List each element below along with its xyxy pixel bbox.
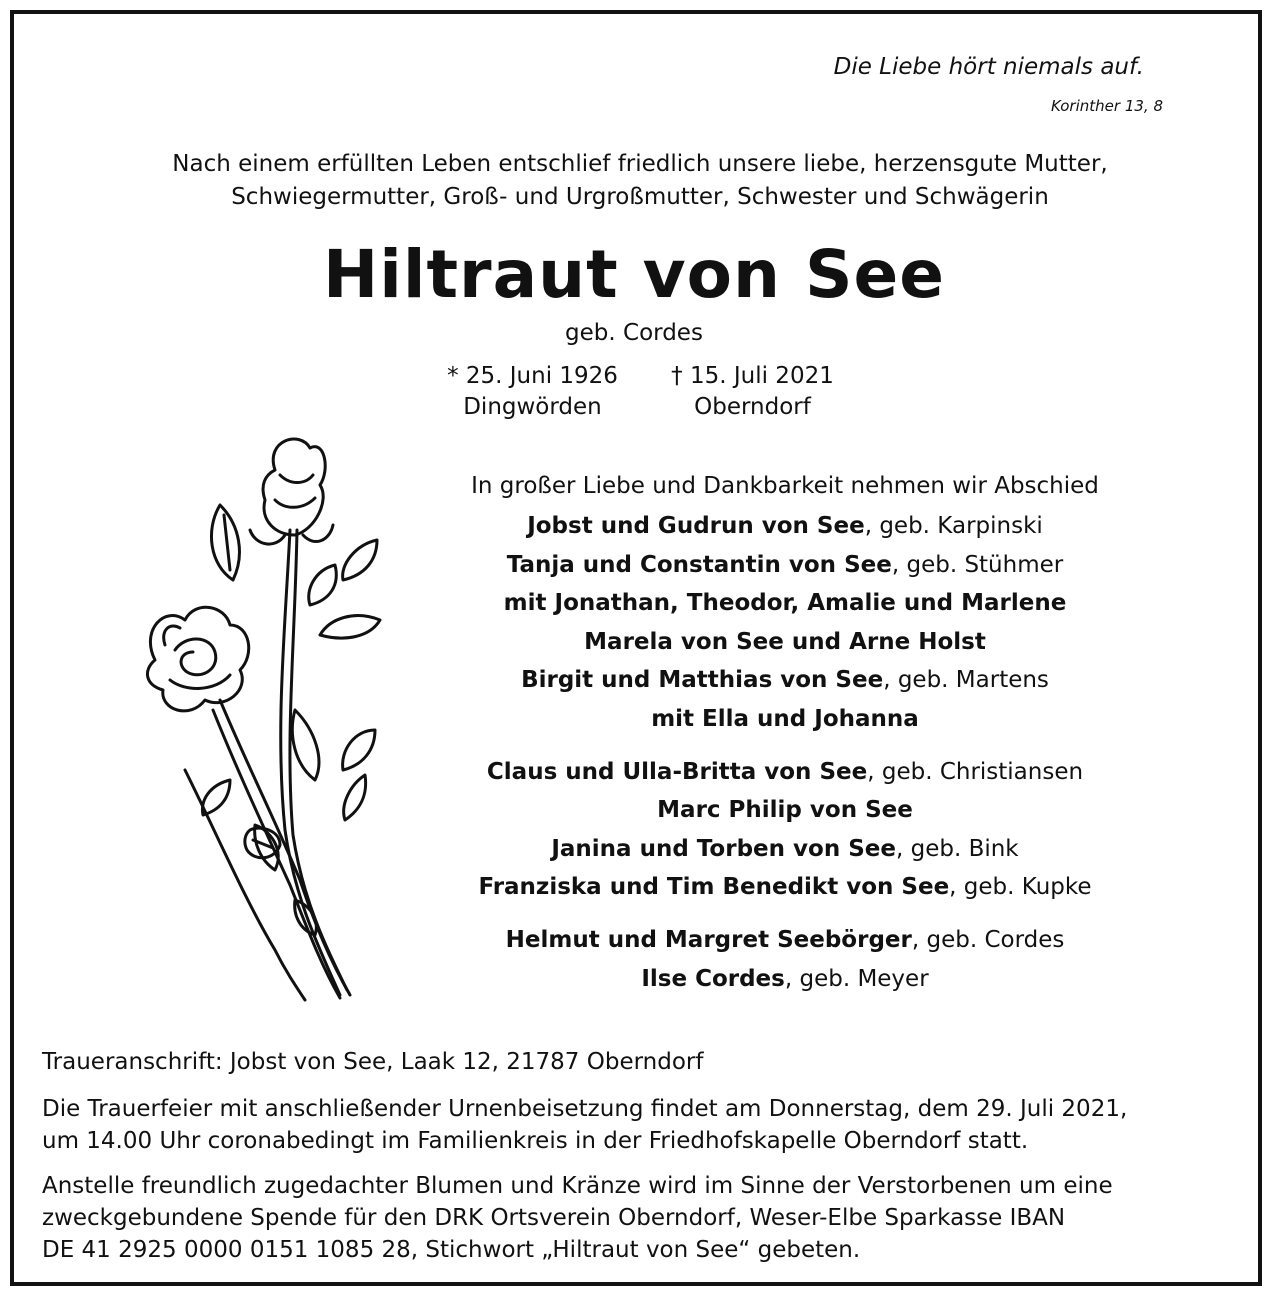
mourner-row (435, 921, 1135, 960)
group-spacer (435, 739, 1135, 753)
death-date: † 15. Juli 2021 (671, 363, 834, 389)
ceremony-info (42, 1093, 1224, 1157)
bible-reference: Korinther 13, 8 (1050, 97, 1163, 115)
mourner-maiden: , geb. Karpinski (864, 513, 1043, 539)
group-spacer (435, 907, 1135, 921)
mourner-name: mit Ella und Johanna (651, 705, 919, 732)
mourner-row (435, 661, 1135, 700)
deceased-name: Hiltraut von See (322, 236, 946, 313)
mourner-maiden: , geb. Christiansen (867, 758, 1084, 785)
mourner-name: Birgit und Matthias von See (521, 667, 884, 694)
motto: Die Liebe hört niemals auf. (833, 54, 1144, 80)
donation-line-2: zweckgebundene Spende für den DRK Ortsverein Oberndorf, Weser-Elbe Sparkasse IBAN (42, 1205, 1066, 1231)
mourner-row (435, 791, 1135, 830)
mourner-row (435, 507, 1135, 546)
ceremony-line-1: Die Trauerfeier mit anschließender Urnenbeisetzung findet am Donnerstag, dem 29. Juli 2021, (42, 1096, 1128, 1122)
intro-text (60, 148, 1220, 214)
mourner-row (435, 830, 1135, 869)
birth-place: Dingwörden (463, 394, 602, 420)
mourner-row (435, 700, 1135, 739)
mourner-name: Janina und Torben von See (551, 835, 896, 862)
mourner-maiden: , geb. Bink (895, 835, 1019, 862)
donation-info (42, 1170, 1224, 1266)
mourners-list (435, 469, 1135, 998)
mourner-row (435, 753, 1135, 792)
mourner-row (435, 623, 1135, 662)
mourner-maiden: , geb. Cordes (911, 926, 1065, 953)
rose-icon (125, 430, 385, 1005)
ceremony-line-2: um 14.00 Uhr coronabedingt im Familienkreis in der Friedhofskapelle Oberndorf statt. (42, 1128, 1029, 1154)
mourner-maiden: , geb. Meyer (784, 965, 929, 992)
mourner-row (435, 584, 1135, 623)
mourner-name: Marela von See und Arne Holst (584, 628, 986, 655)
mourner-maiden: , geb. Kupke (949, 874, 1092, 901)
mourner-maiden: , geb. Stühmer (891, 551, 1064, 578)
mourning-address: Traueranschrift: Jobst von See, Laak 12, 21787 Oberndorf (42, 1049, 704, 1075)
mourner-name: Jobst und Gudrun von See (527, 513, 865, 539)
mourner-name: Helmut und Margret Seebörger (505, 926, 912, 953)
mourner-name: Tanja und Constantin von See (506, 551, 892, 578)
intro-line-1: Nach einem erfüllten Leben entschlief friedlich unsere liebe, herzensgute Mutter, (172, 151, 1108, 177)
mourner-name: mit Jonathan, Theodor, Amalie und Marlene (503, 590, 1067, 617)
maiden-name: geb. Cordes (565, 320, 703, 346)
mourner-name: Claus und Ulla-Britta von See (486, 758, 868, 785)
donation-line-1: Anstelle freundlich zugedachter Blumen und Kränze wird im Sinne der Verstorbenen um eine (42, 1173, 1113, 1199)
mourner-name: Ilse Cordes (641, 965, 785, 992)
intro-line-2: Schwiegermutter, Groß- und Urgroßmutter, Schwester und Schwägerin (231, 184, 1049, 210)
mourner-row (435, 868, 1135, 907)
mourner-name: Marc Philip von See (657, 797, 913, 824)
death-place: Oberndorf (694, 394, 811, 420)
death-info (620, 361, 885, 423)
mourner-maiden: , geb. Martens (883, 667, 1049, 694)
mourner-row (435, 546, 1135, 585)
farewell-line: In großer Liebe und Dankbarkeit nehmen wir Abschied (471, 473, 1099, 499)
donation-line-3: DE 41 2925 0000 0151 1085 28, Stichwort „Hiltraut von See“ gebeten. (42, 1237, 861, 1263)
mourner-name: Franziska und Tim Benedikt von See (478, 874, 950, 901)
mourner-row (435, 960, 1135, 999)
birth-date: * 25. Juni 1926 (447, 363, 618, 389)
